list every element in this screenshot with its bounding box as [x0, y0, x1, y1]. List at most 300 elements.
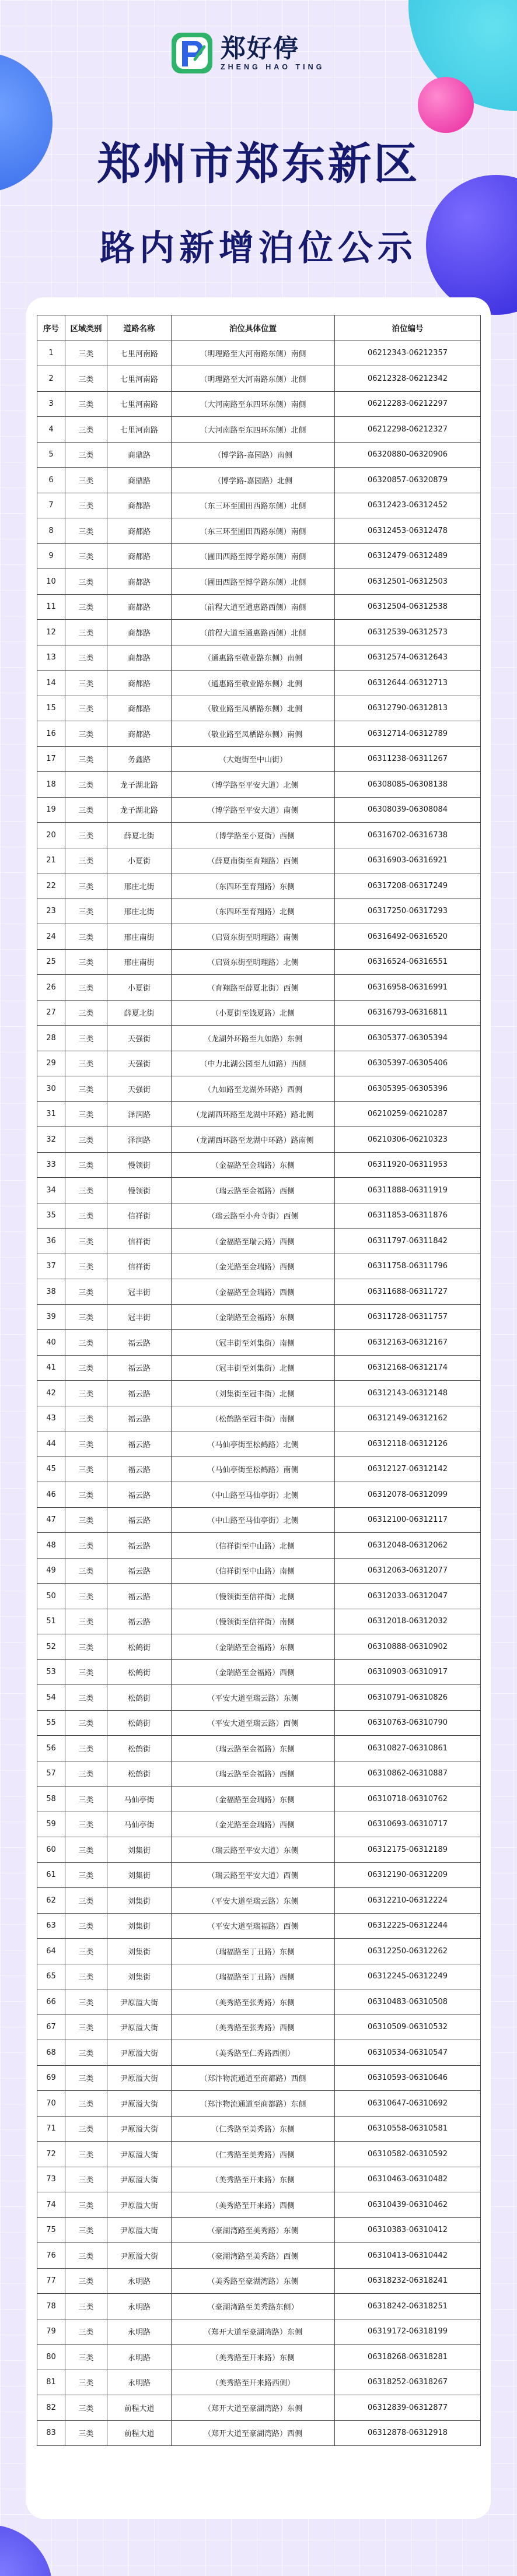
cell-road: 松鹤街 [107, 1659, 172, 1685]
cell-code: 06312479-06312489 [335, 543, 481, 569]
cell-code: 06312644-06312713 [335, 671, 481, 696]
table-row [37, 493, 481, 518]
cell-code: 06310647-06310692 [335, 2091, 481, 2117]
cell-road: 七里河南路 [107, 366, 172, 392]
header-index: 序号 [37, 315, 65, 341]
cell-index: 79 [37, 2319, 65, 2345]
cell-zone: 三类 [65, 442, 107, 468]
cell-road: 前程大道 [107, 2420, 172, 2446]
table-row [37, 620, 481, 645]
cell-index: 12 [37, 620, 65, 645]
cell-road: 天强街 [107, 1026, 172, 1051]
cell-road: 商都路 [107, 594, 172, 620]
cell-road: 慢领街 [107, 1178, 172, 1203]
cell-index: 32 [37, 1127, 65, 1153]
cell-location: （美秀路至仁秀路西侧） [172, 2040, 335, 2066]
table-row [37, 772, 481, 798]
cell-road: 龙子湖北路 [107, 797, 172, 823]
cell-road: 马仙亭街 [107, 1812, 172, 1837]
table-row [37, 1812, 481, 1837]
cell-index: 57 [37, 1761, 65, 1787]
table-row [37, 1710, 481, 1736]
cell-location: （博学路至小夏街）西侧 [172, 823, 335, 848]
cell-index: 67 [37, 2015, 65, 2040]
cell-index: 3 [37, 391, 65, 417]
table-row [37, 1787, 481, 1812]
cell-index: 13 [37, 645, 65, 671]
table-row [37, 2243, 481, 2269]
table-row [37, 391, 481, 417]
cell-location: （东四环至育翔路）北侧 [172, 899, 335, 924]
cell-index: 52 [37, 1634, 65, 1660]
cell-road: 松鹤街 [107, 1710, 172, 1736]
cell-index: 59 [37, 1812, 65, 1837]
cell-code: 06310827-06310861 [335, 1736, 481, 1761]
cell-zone: 三类 [65, 594, 107, 620]
cell-location: （金瑞路至金福路）东侧 [172, 1304, 335, 1330]
brand-logo [169, 30, 324, 76]
table-row [37, 2268, 481, 2294]
cell-location: （松鹤路至冠丰街）南侧 [172, 1406, 335, 1431]
cell-zone: 三类 [65, 2319, 107, 2345]
cell-index: 81 [37, 2370, 65, 2395]
table-row [37, 1026, 481, 1051]
cell-road: 天强街 [107, 1076, 172, 1102]
cell-zone: 三类 [65, 1406, 107, 1431]
cell-index: 70 [37, 2091, 65, 2117]
cell-code: 06308039-06308084 [335, 797, 481, 823]
table-row [37, 2091, 481, 2117]
cell-road: 七里河南路 [107, 417, 172, 443]
cell-zone: 三类 [65, 1507, 107, 1533]
cell-code: 06210259-06210287 [335, 1101, 481, 1127]
table-row [37, 873, 481, 899]
table-row [37, 1761, 481, 1787]
cell-index: 17 [37, 746, 65, 772]
cell-zone: 三类 [65, 1837, 107, 1863]
cell-road: 刘集街 [107, 1939, 172, 1964]
cell-zone: 三类 [65, 1178, 107, 1203]
parking-table [37, 315, 481, 2446]
cell-road: 刘集街 [107, 1913, 172, 1939]
cell-location: （郑开大道至豪湖湾路）东侧 [172, 2395, 335, 2421]
cell-code: 06312539-06312573 [335, 620, 481, 645]
cell-location: （明理路至大河南路东侧）北侧 [172, 366, 335, 392]
cell-location: （马仙亭街至松鹤路）北侧 [172, 1431, 335, 1457]
cell-code: 06318268-06318281 [335, 2345, 481, 2370]
table-row [37, 2420, 481, 2446]
cell-road: 刘集街 [107, 1862, 172, 1888]
cell-code: 06310888-06310902 [335, 1634, 481, 1660]
cell-location: （马仙亭街至松鹤路）南侧 [172, 1457, 335, 1482]
cell-road: 邢庄北街 [107, 899, 172, 924]
cell-zone: 三类 [65, 1558, 107, 1584]
cell-location: （九如路至龙湖外环路）西侧 [172, 1076, 335, 1102]
cell-code: 06312149-06312162 [335, 1406, 481, 1431]
cell-index: 15 [37, 696, 65, 721]
cell-code: 06310862-06310887 [335, 1761, 481, 1787]
table-row [37, 1989, 481, 2015]
cell-code: 06311888-06311919 [335, 1178, 481, 1203]
cell-location: （金福路至瑞云路）西侧 [172, 1229, 335, 1254]
cell-zone: 三类 [65, 899, 107, 924]
cell-code: 06316958-06316991 [335, 975, 481, 1001]
cell-index: 80 [37, 2345, 65, 2370]
cell-index: 14 [37, 671, 65, 696]
cell-index: 44 [37, 1431, 65, 1457]
cell-location: （金瑞路至金福路）东侧 [172, 1634, 335, 1660]
cell-code: 06316702-06316738 [335, 823, 481, 848]
cell-code: 06312453-06312478 [335, 518, 481, 544]
cell-road: 务鑫路 [107, 746, 172, 772]
cell-location: （瑞福路至丁丑路）西侧 [172, 1964, 335, 1989]
cell-code: 06310463-06310482 [335, 2167, 481, 2192]
brand-name-en: ZHENG HAO TING [221, 63, 325, 71]
cell-zone: 三类 [65, 1000, 107, 1026]
cell-code: 06311797-06311842 [335, 1229, 481, 1254]
header-road: 道路名称 [107, 315, 172, 341]
cell-code: 06312063-06312077 [335, 1558, 481, 1584]
cell-road: 七里河南路 [107, 341, 172, 366]
cell-code: 06212298-06212327 [335, 417, 481, 443]
cell-location: （冠丰街至刘集街）南侧 [172, 1330, 335, 1356]
cell-zone: 三类 [65, 1710, 107, 1736]
cell-road: 慢领街 [107, 1152, 172, 1178]
cell-location: （敬业路至凤栖路东侧）南侧 [172, 721, 335, 747]
cell-road: 冠丰街 [107, 1304, 172, 1330]
table-row [37, 645, 481, 671]
cell-index: 35 [37, 1203, 65, 1229]
cell-code: 06320857-06320879 [335, 468, 481, 493]
cell-road: 福云路 [107, 1533, 172, 1559]
cell-road: 前程大道 [107, 2395, 172, 2421]
cell-location: （平安大道至瑞云路）东侧 [172, 1888, 335, 1914]
cell-location: （刘集街至冠丰街）北侧 [172, 1381, 335, 1406]
cell-index: 30 [37, 1076, 65, 1102]
cell-road: 福云路 [107, 1330, 172, 1356]
cell-code: 06311920-06311953 [335, 1152, 481, 1178]
cell-zone: 三类 [65, 620, 107, 645]
table-row [37, 1482, 481, 1508]
cell-code: 06318252-06318267 [335, 2370, 481, 2395]
cell-code: 06320880-06320906 [335, 442, 481, 468]
table-row [37, 1076, 481, 1102]
cell-zone: 三类 [65, 1229, 107, 1254]
cell-road: 福云路 [107, 1457, 172, 1482]
header-zone: 区域类别 [65, 315, 107, 341]
cell-location: （郑开大道至豪湖湾路）西侧 [172, 2420, 335, 2446]
cell-zone: 三类 [65, 2370, 107, 2395]
table-row [37, 696, 481, 721]
cell-index: 45 [37, 1457, 65, 1482]
cell-road: 商鼎路 [107, 442, 172, 468]
cell-location: （金瑞路至金福路）西侧 [172, 1659, 335, 1685]
cell-index: 53 [37, 1659, 65, 1685]
cell-code: 06311688-06311727 [335, 1279, 481, 1305]
cell-zone: 三类 [65, 2345, 107, 2370]
cell-location: （美秀路至开来路）西侧 [172, 2192, 335, 2218]
cell-location: （美秀路至张秀路）西侧 [172, 2015, 335, 2040]
cell-zone: 三类 [65, 569, 107, 595]
cell-zone: 三类 [65, 1862, 107, 1888]
cell-location: （东三环至圃田西路东侧）北侧 [172, 493, 335, 518]
cell-index: 16 [37, 721, 65, 747]
cell-location: （敬业路至凤栖路东侧）北侧 [172, 696, 335, 721]
cell-location: （博学路至平安大道）北侧 [172, 772, 335, 798]
cell-location: （龙湖外环路至九如路）东侧 [172, 1026, 335, 1051]
cell-location: （信祥街至中山路）南侧 [172, 1558, 335, 1584]
cell-zone: 三类 [65, 2395, 107, 2421]
cell-road: 泽润路 [107, 1127, 172, 1153]
cell-location: （美秀路至开来路西侧） [172, 2370, 335, 2395]
cell-location: （明理路至大河南路东侧）南侧 [172, 341, 335, 366]
table-row [37, 1584, 481, 1609]
table-row [37, 1000, 481, 1026]
cell-location: （金光路至金瑞路）西侧 [172, 1254, 335, 1279]
table-row [37, 2167, 481, 2192]
cell-index: 36 [37, 1229, 65, 1254]
cell-road: 尹原溢大街 [107, 2167, 172, 2192]
cell-location: （郑汴物流通道至商都路）西侧 [172, 2065, 335, 2091]
cell-index: 66 [37, 1989, 65, 2015]
cell-zone: 三类 [65, 823, 107, 848]
cell-zone: 三类 [65, 391, 107, 417]
table-row [37, 1304, 481, 1330]
cell-zone: 三类 [65, 2065, 107, 2091]
cell-road: 尹原溢大街 [107, 2142, 172, 2167]
cell-zone: 三类 [65, 1076, 107, 1102]
header-location: 泊位具体位置 [172, 315, 335, 341]
cell-code: 06312225-06312244 [335, 1913, 481, 1939]
cell-zone: 三类 [65, 1533, 107, 1559]
cell-zone: 三类 [65, 772, 107, 798]
table-row [37, 975, 481, 1001]
cell-location: （中山路至马仙亭街）北侧 [172, 1482, 335, 1508]
cell-index: 11 [37, 594, 65, 620]
cell-road: 邢庄南街 [107, 949, 172, 975]
cell-location: （瑞云路至平安大道）西侧 [172, 1862, 335, 1888]
cell-code: 06312245-06312249 [335, 1964, 481, 1989]
table-row [37, 1101, 481, 1127]
cell-index: 50 [37, 1584, 65, 1609]
cell-index: 40 [37, 1330, 65, 1356]
cell-code: 06310383-06310412 [335, 2217, 481, 2243]
cell-road: 尹原溢大街 [107, 2015, 172, 2040]
table-row [37, 1964, 481, 1989]
cell-road: 永明路 [107, 2294, 172, 2319]
cell-road: 松鹤街 [107, 1736, 172, 1761]
cell-code: 06312839-06312877 [335, 2395, 481, 2421]
cell-road: 天强街 [107, 1051, 172, 1076]
cell-code: 06310791-06310826 [335, 1685, 481, 1711]
cell-zone: 三类 [65, 2268, 107, 2294]
cell-index: 6 [37, 468, 65, 493]
table-row [37, 797, 481, 823]
table-row [37, 1939, 481, 1964]
cell-road: 商鼎路 [107, 468, 172, 493]
table-row [37, 341, 481, 366]
cell-road: 商都路 [107, 569, 172, 595]
cell-zone: 三类 [65, 1989, 107, 2015]
cell-index: 83 [37, 2420, 65, 2446]
cell-zone: 三类 [65, 1279, 107, 1305]
table-row [37, 949, 481, 975]
cell-index: 68 [37, 2040, 65, 2066]
cell-index: 31 [37, 1101, 65, 1127]
cell-road: 尹原溢大街 [107, 2091, 172, 2117]
table-row [37, 468, 481, 493]
cell-index: 25 [37, 949, 65, 975]
cell-road: 福云路 [107, 1507, 172, 1533]
cell-index: 7 [37, 493, 65, 518]
cell-location: （大河南路至东四环东侧）北侧 [172, 417, 335, 443]
cell-code: 06312048-06312062 [335, 1533, 481, 1559]
cell-index: 69 [37, 2065, 65, 2091]
cell-location: （瑞云路至平安大道）东侧 [172, 1837, 335, 1863]
cell-location: （启贤东街至明理路）南侧 [172, 924, 335, 950]
cell-zone: 三类 [65, 924, 107, 950]
cell-code: 06312190-06312209 [335, 1862, 481, 1888]
table-row [37, 1634, 481, 1660]
cell-code: 06312714-06312789 [335, 721, 481, 747]
cell-zone: 三类 [65, 2243, 107, 2269]
table-row [37, 1507, 481, 1533]
table-row [37, 2217, 481, 2243]
cell-zone: 三类 [65, 1101, 107, 1127]
cell-road: 马仙亭街 [107, 1787, 172, 1812]
cell-zone: 三类 [65, 1457, 107, 1482]
cell-zone: 三类 [65, 2015, 107, 2040]
cell-location: （薛夏南街至育翔路）西侧 [172, 848, 335, 873]
cell-index: 37 [37, 1254, 65, 1279]
cell-road: 邢庄北街 [107, 873, 172, 899]
cell-index: 24 [37, 924, 65, 950]
cell-index: 62 [37, 1888, 65, 1914]
cell-zone: 三类 [65, 341, 107, 366]
table-row [37, 2065, 481, 2091]
cell-index: 41 [37, 1355, 65, 1381]
cell-code: 06312118-06312126 [335, 1431, 481, 1457]
cell-zone: 三类 [65, 645, 107, 671]
table-row [37, 1913, 481, 1939]
cell-index: 72 [37, 2142, 65, 2167]
cell-road: 尹原溢大街 [107, 2040, 172, 2066]
cell-index: 9 [37, 543, 65, 569]
cell-index: 64 [37, 1939, 65, 1964]
cell-location: （美秀路至开来路）东侧 [172, 2167, 335, 2192]
cell-road: 商都路 [107, 671, 172, 696]
cell-index: 74 [37, 2192, 65, 2218]
table-row [37, 2142, 481, 2167]
table-row [37, 1533, 481, 1559]
cell-location: （博学路-嘉园路）南侧 [172, 442, 335, 468]
cell-index: 43 [37, 1406, 65, 1431]
cell-index: 65 [37, 1964, 65, 1989]
cell-index: 75 [37, 2217, 65, 2243]
cell-code: 06311238-06311267 [335, 746, 481, 772]
cell-road: 刘集街 [107, 1964, 172, 1989]
cell-index: 21 [37, 848, 65, 873]
cell-zone: 三类 [65, 1026, 107, 1051]
cell-location: （美秀路至开来路）东侧 [172, 2345, 335, 2370]
cell-road: 尹原溢大街 [107, 1989, 172, 2015]
cell-zone: 三类 [65, 2294, 107, 2319]
cell-zone: 三类 [65, 1888, 107, 1914]
cell-zone: 三类 [65, 2167, 107, 2192]
table-row [37, 1888, 481, 1914]
table-row [37, 1355, 481, 1381]
cell-zone: 三类 [65, 975, 107, 1001]
cell-zone: 三类 [65, 493, 107, 518]
cell-code: 06317250-06317293 [335, 899, 481, 924]
table-row [37, 671, 481, 696]
cell-zone: 三类 [65, 1913, 107, 1939]
cell-index: 4 [37, 417, 65, 443]
table-row [37, 1406, 481, 1431]
cell-zone: 三类 [65, 721, 107, 747]
cell-code: 06311853-06311876 [335, 1203, 481, 1229]
table-row [37, 2015, 481, 2040]
cell-location: （豪湖湾路至美秀路）东侧 [172, 2217, 335, 2243]
cell-zone: 三类 [65, 1685, 107, 1711]
cell-zone: 三类 [65, 1736, 107, 1761]
table-row [37, 518, 481, 544]
table-row [37, 1736, 481, 1761]
cell-code: 06305377-06305394 [335, 1026, 481, 1051]
cell-location: （圃田西路至博学路东侧）北侧 [172, 569, 335, 595]
cell-code: 06318232-06318241 [335, 2268, 481, 2294]
cell-location: （豪湖湾路至美秀路）西侧 [172, 2243, 335, 2269]
cell-index: 1 [37, 341, 65, 366]
cell-road: 福云路 [107, 1355, 172, 1381]
table-row [37, 2370, 481, 2395]
cell-road: 松鹤街 [107, 1761, 172, 1787]
cell-road: 邢庄南街 [107, 924, 172, 950]
table-row [37, 2319, 481, 2345]
cell-road: 小夏街 [107, 975, 172, 1001]
cell-code: 06312210-06312224 [335, 1888, 481, 1914]
cell-code: 06316524-06316551 [335, 949, 481, 975]
table-row [37, 721, 481, 747]
cell-index: 48 [37, 1533, 65, 1559]
cell-code: 06310903-06310917 [335, 1659, 481, 1685]
cell-location: （小夏街至钱夏路）北侧 [172, 1000, 335, 1026]
decor-circle-bottom [0, 2525, 53, 2576]
cell-code: 06317208-06317249 [335, 873, 481, 899]
cell-location: （平安大道至瑞云路）西侧 [172, 1710, 335, 1736]
cell-zone: 三类 [65, 2040, 107, 2066]
cell-location: （慢领街至信祥街）南侧 [172, 1609, 335, 1634]
cell-index: 8 [37, 518, 65, 544]
cell-index: 19 [37, 797, 65, 823]
cell-index: 27 [37, 1000, 65, 1026]
cell-code: 06312878-06312918 [335, 2420, 481, 2446]
cell-road: 商都路 [107, 645, 172, 671]
cell-index: 42 [37, 1381, 65, 1406]
cell-road: 七里河南路 [107, 391, 172, 417]
cell-index: 63 [37, 1913, 65, 1939]
cell-zone: 三类 [65, 1051, 107, 1076]
cell-road: 小夏街 [107, 848, 172, 873]
cell-road: 福云路 [107, 1431, 172, 1457]
table-row [37, 2116, 481, 2142]
table-row [37, 2294, 481, 2319]
table-row [37, 2040, 481, 2066]
cell-index: 77 [37, 2268, 65, 2294]
cell-code: 06310593-06310646 [335, 2065, 481, 2091]
cell-index: 33 [37, 1152, 65, 1178]
cell-location: （圃田西路至博学路东侧）南侧 [172, 543, 335, 569]
